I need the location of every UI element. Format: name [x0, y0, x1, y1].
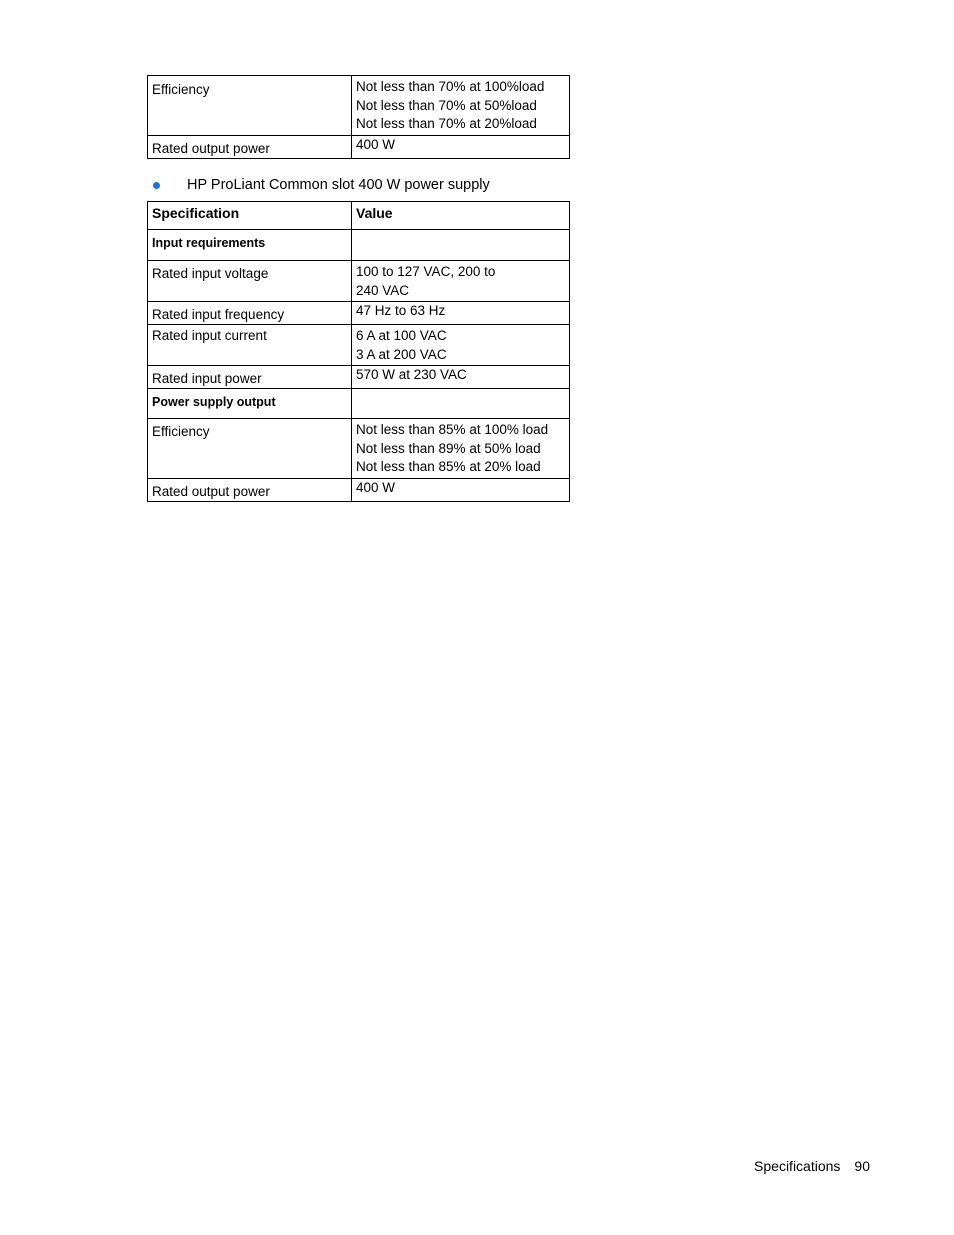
value-line: 100 to 127 VAC, 200 to — [356, 264, 496, 279]
table-row — [148, 419, 570, 479]
table-row — [148, 479, 570, 502]
value-line: 6 A at 100 VAC — [356, 328, 447, 343]
spec-cell: Rated output power — [148, 136, 352, 159]
value-cell: 570 W at 230 VAC — [352, 366, 570, 389]
spec-table-continued — [147, 75, 570, 159]
value-line: Not less than 70% at 50%load — [356, 97, 537, 113]
spec-cell: Rated output power — [148, 479, 352, 502]
spec-cell: Efficiency — [148, 76, 352, 136]
value-line: Not less than 70% at 100%load — [356, 79, 545, 94]
value-cell — [352, 419, 570, 479]
value-cell — [352, 76, 570, 136]
page-number: 90 — [854, 1158, 870, 1174]
group-label: Power supply output — [148, 389, 352, 419]
bullet-text: HP ProLiant Common slot 400 W power supply — [187, 177, 490, 193]
value-cell: 47 Hz to 63 Hz — [352, 302, 570, 325]
page-footer — [754, 1158, 870, 1174]
value-line: Not less than 85% at 100% load — [356, 422, 549, 437]
column-header-specification: Specification — [148, 202, 352, 230]
value-line: 240 VAC — [356, 282, 410, 298]
table-row — [148, 366, 570, 389]
spec-cell: Rated input voltage — [148, 261, 352, 302]
table-row — [148, 76, 570, 136]
table-row — [148, 302, 570, 325]
table-header-row — [148, 202, 570, 230]
spec-table — [147, 201, 570, 502]
spec-cell: Efficiency — [148, 419, 352, 479]
value-line: Not less than 70% at 20%load — [356, 116, 537, 131]
spec-cell: Rated input power — [148, 366, 352, 389]
empty-cell — [352, 230, 570, 261]
table-row — [148, 136, 570, 159]
value-cell — [352, 325, 570, 366]
value-line: Not less than 85% at 20% load — [356, 459, 541, 474]
table-row — [148, 261, 570, 302]
value-line: 3 A at 200 VAC — [356, 346, 447, 362]
spec-cell: Rated input current — [148, 325, 352, 366]
bullet-item — [153, 175, 490, 195]
table-row — [148, 325, 570, 366]
value-cell — [352, 261, 570, 302]
bullet-icon — [153, 182, 160, 189]
spec-cell: Rated input frequency — [148, 302, 352, 325]
footer-section-title: Specifications — [754, 1158, 841, 1174]
empty-cell — [352, 389, 570, 419]
column-header-value: Value — [352, 202, 570, 230]
group-row — [148, 389, 570, 419]
value-line: Not less than 89% at 50% load — [356, 440, 541, 456]
value-cell: 400 W — [352, 136, 570, 159]
value-cell: 400 W — [352, 479, 570, 502]
group-row — [148, 230, 570, 261]
group-label: Input requirements — [148, 230, 352, 261]
